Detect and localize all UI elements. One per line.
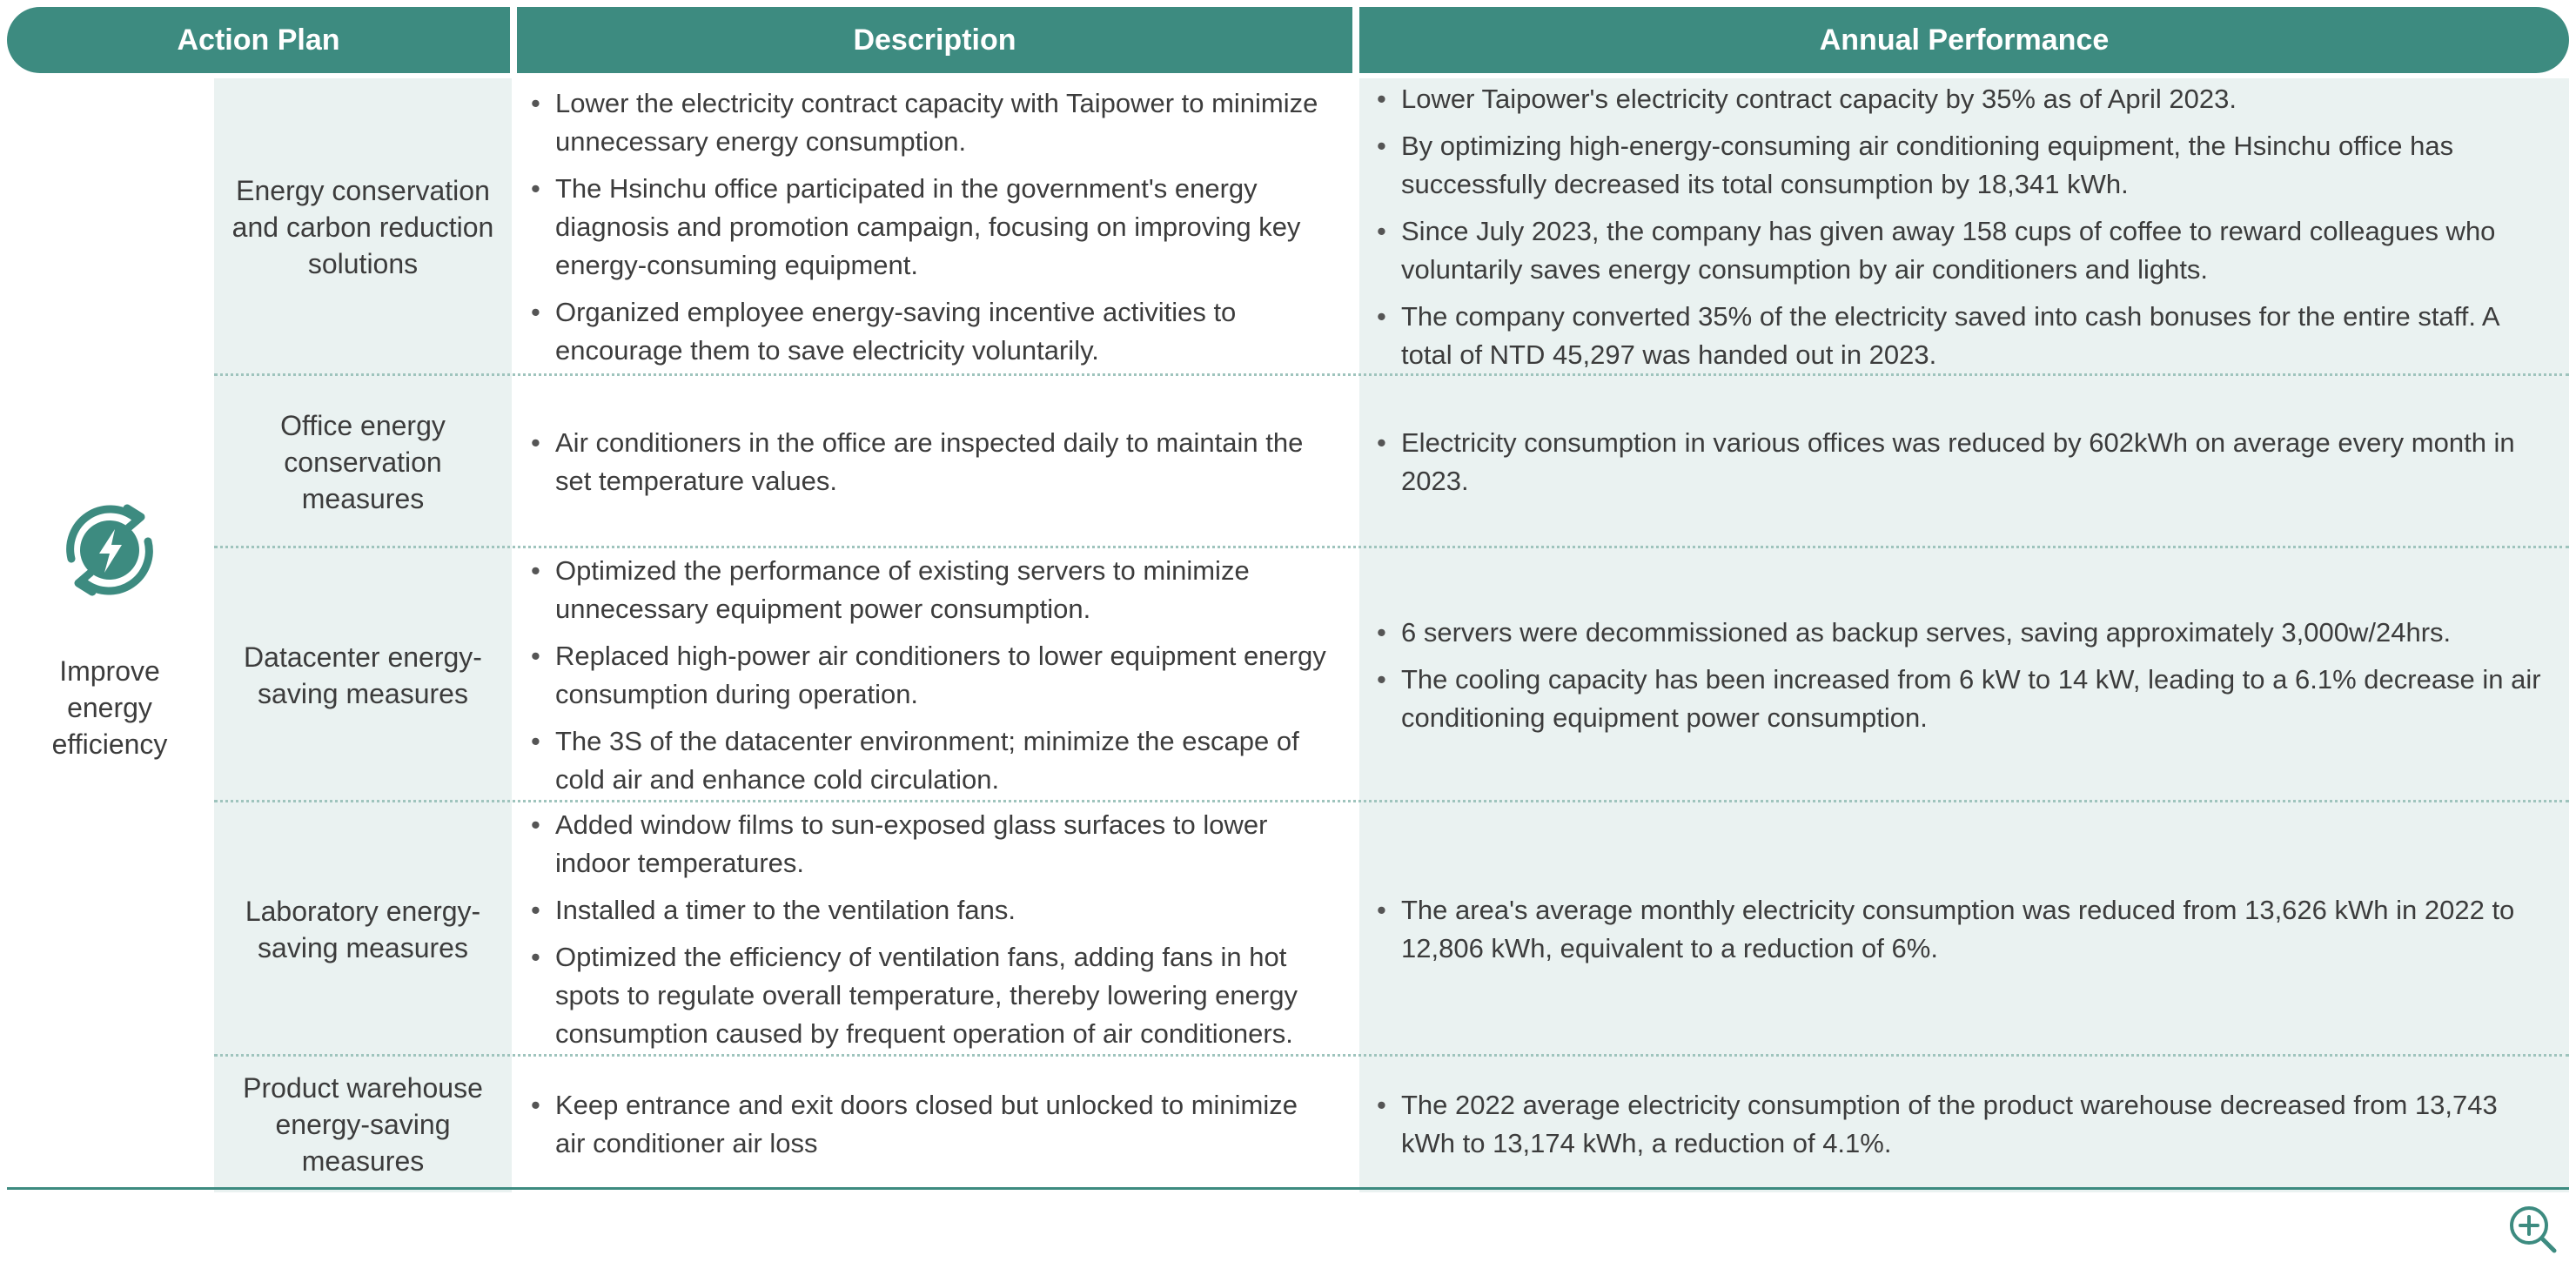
description-item: • Organized employee energy-saving incentive activities to encourage them to save electricity voluntarily. — [526, 293, 1332, 370]
action-plan-cell: Energy conservation and carbon reduction solutions — [214, 78, 512, 376]
performance-item: • The area's average monthly electricity consumption was reduced from 13,626 kWh in 2022 to 12,806 kWh, equivalent to a reduction of 6%. — [1372, 891, 2552, 968]
main-category-cell — [7, 78, 212, 1192]
action-plan-cell: Office energy conservation measures — [214, 376, 512, 548]
performance-cell — [1359, 1057, 2569, 1192]
description-item: • Replaced high-power air conditioners to lower equipment energy consumption during operation. — [526, 637, 1332, 714]
header-action-plan: Action Plan — [7, 7, 510, 73]
energy-efficiency-table — [7, 7, 2569, 1177]
table-header — [7, 7, 2569, 73]
description-item: • Optimized the performance of existing servers to minimize unnecessary equipment power consumption. — [526, 552, 1332, 628]
performance-cell — [1359, 802, 2569, 1057]
table-body — [7, 78, 2569, 1192]
description-cell — [513, 548, 1347, 802]
table-row — [214, 548, 2569, 802]
zoom-in-icon[interactable] — [2506, 1203, 2559, 1255]
table-bottom-border — [7, 1187, 2569, 1190]
performance-cell — [1359, 376, 2569, 548]
description-cell — [513, 376, 1347, 548]
description-item: • Added window films to sun-exposed glass surfaces to lower indoor temperatures. — [526, 806, 1332, 883]
description-item: • The Hsinchu office participated in the government's energy diagnosis and promotion campaign, focusing on improving key energy-consuming equipment. — [526, 170, 1332, 285]
table-row — [214, 802, 2569, 1057]
performance-item: • Since July 2023, the company has given away 158 cups of coffee to reward colleagues who voluntarily saves energy consumption by air conditioners and lights. — [1372, 212, 2552, 289]
description-item: • Air conditioners in the office are inspected daily to maintain the set temperature values. — [526, 424, 1332, 500]
energy-cycle-icon — [50, 491, 169, 609]
header-annual-performance: Annual Performance — [1359, 7, 2569, 73]
description-item: • Installed a timer to the ventilation fans. — [526, 891, 1332, 930]
performance-item: • The 2022 average electricity consumption of the product warehouse decreased from 13,743 kWh to 13,174 kWh, a reduction of 4.1%. — [1372, 1086, 2552, 1163]
performance-cell — [1359, 78, 2569, 376]
description-item: • Lower the electricity contract capacity with Taipower to minimize unnecessary energy consumption. — [526, 84, 1332, 161]
action-plan-cell: Product warehouse energy-saving measures — [214, 1057, 512, 1192]
table-row — [214, 1057, 2569, 1192]
main-category-label: Improve energy efficiency — [51, 655, 168, 760]
action-plan-cell: Laboratory energy-saving measures — [214, 802, 512, 1057]
performance-item: • Lower Taipower's electricity contract capacity by 35% as of April 2023. — [1372, 80, 2552, 118]
description-item: • Optimized the efficiency of ventilation fans, adding fans in hot spots to regulate overall temperature, thereby lowering energy consumption caused by frequent operation of air conditioners. — [526, 938, 1332, 1053]
performance-item: • The company converted 35% of the electricity saved into cash bonuses for the entire staff. A total of NTD 45,297 was handed out in 2023. — [1372, 298, 2552, 374]
performance-cell — [1359, 548, 2569, 802]
description-item: • The 3S of the datacenter environment; minimize the escape of cold air and enhance cold circulation. — [526, 722, 1332, 799]
performance-item: • By optimizing high-energy-consuming air conditioning equipment, the Hsinchu office has successfully decreased its total consumption by 18,341 kWh. — [1372, 127, 2552, 204]
description-cell — [513, 802, 1347, 1057]
description-item: • Keep entrance and exit doors closed but unlocked to minimize air conditioner air loss — [526, 1086, 1332, 1163]
action-plan-cell: Datacenter energy-saving measures — [214, 548, 512, 802]
performance-item: • Electricity consumption in various offices was reduced by 602kWh on average every month in 2023. — [1372, 424, 2552, 500]
table-row — [214, 78, 2569, 376]
performance-item: • 6 servers were decommissioned as backup serves, saving approximately 3,000w/24hrs. — [1372, 614, 2552, 652]
description-cell — [513, 78, 1347, 376]
description-cell — [513, 1057, 1347, 1192]
performance-item: • The cooling capacity has been increased from 6 kW to 14 kW, leading to a 6.1% decrease in air conditioning equipment power consumption. — [1372, 661, 2552, 737]
header-description: Description — [517, 7, 1352, 73]
table-row — [214, 376, 2569, 548]
